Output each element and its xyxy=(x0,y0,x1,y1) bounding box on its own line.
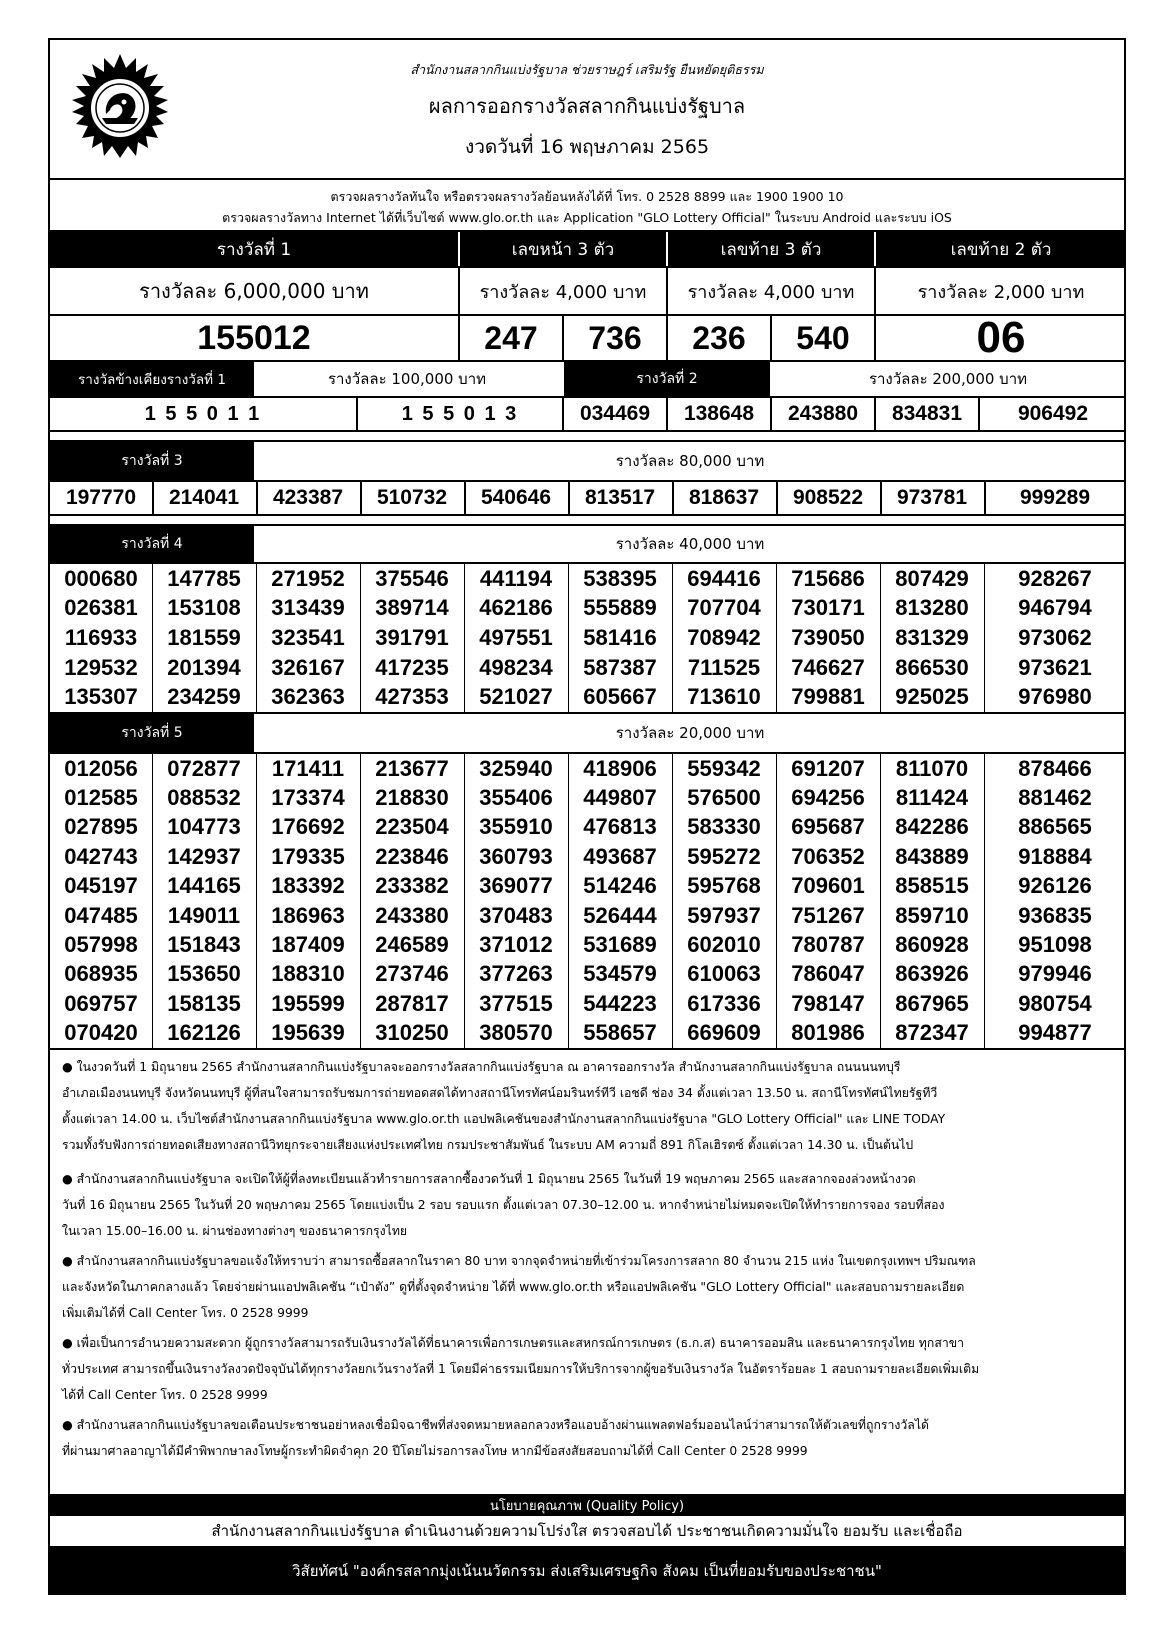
top-prizes-numbers xyxy=(50,313,1124,362)
fifth-prize-number: 246589 xyxy=(375,932,449,958)
fifth-prize-number: 045197 xyxy=(64,873,138,899)
number-column xyxy=(50,754,152,1048)
back2-amount: รางวัลละ 2,000 บาท xyxy=(917,281,1085,303)
second-prize-label: รางวัลที่ 2 xyxy=(564,362,770,396)
first-prize-number: 155012 xyxy=(197,318,311,357)
check-info xyxy=(50,180,1124,232)
fifth-prize-number: 695687 xyxy=(791,814,865,840)
third-prize-number: 813517 xyxy=(584,486,656,509)
fifth-prize-grid xyxy=(50,754,1124,1050)
fifth-prize-number: 213677 xyxy=(375,755,449,781)
fifth-prize-number: 144165 xyxy=(167,873,241,899)
fifth-prize-number: 558657 xyxy=(583,1020,657,1046)
fifth-prize-number: 012585 xyxy=(64,785,138,811)
fifth-prize-number: 576500 xyxy=(687,785,761,811)
fifth-prize-number: 069757 xyxy=(64,990,138,1016)
vision-statement: วิสัยทัศน์ "องค์กรสลากมุ่งเน้นนวัตกรรม ส่งเสริมเศรษฐกิจ สังคม เป็นที่ยอมรับของประชาชน" xyxy=(50,1546,1124,1595)
third-prize-number: 540646 xyxy=(480,486,552,509)
fourth-prize-number: 973062 xyxy=(1018,624,1092,650)
fifth-prize-number: 694256 xyxy=(791,785,865,811)
fourth-prize-grid xyxy=(50,564,1124,714)
fifth-prize-number: 526444 xyxy=(583,902,657,928)
fifth-prize-number: 886565 xyxy=(1018,814,1092,840)
fifth-prize-number: 798147 xyxy=(791,990,865,1016)
third-prize-number: 818637 xyxy=(688,486,760,509)
check-info-internet: ตรวจผลรางวัลทาง Internet ได้ที่เว็บไซต์ www.glo.or.th และ Application "GLO Lottery Official" ในระบบ Android และระบบ iOS xyxy=(222,210,952,225)
number-column xyxy=(568,754,672,1048)
second-prize-number: 243880 xyxy=(787,402,859,425)
third-prize-number: 214041 xyxy=(168,486,240,509)
fifth-prize-number: 878466 xyxy=(1018,755,1092,781)
fifth-prize-number: 751267 xyxy=(791,902,865,928)
fifth-prize-number: 027895 xyxy=(64,814,138,840)
number-column xyxy=(152,564,256,712)
near-first-number: 1 5 5 0 1 1 xyxy=(144,402,262,425)
third-prize-amount: รางวัลละ 80,000 บาท xyxy=(615,452,765,470)
fifth-prize-number: 786047 xyxy=(791,961,865,987)
fifth-prize-number: 979946 xyxy=(1018,961,1092,987)
announcement-note: ● สำนักงานสลากกินแบ่งรัฐบาลขอเตือนประชาชนอย่าหลงเชื่อมิจฉาชีพที่ส่งจดหมายหลอกลวงหรือแอบอ้างผ่านแพลตฟอร์มออนไลน์ว่าสามารถให้ตัวเลขที่ถูกรางวัลได้ ที่ผ่านมาศาลอาญาได้มีคำพิพากษาลงโทษผู้กระทำผิดจำคุก 20 ปีโดยไม่รอการลงโทษ หากมีข้อสงสัยสอบถามได้ที่ Call Center 0 2528 9999 xyxy=(62,1418,930,1458)
fifth-prize-number: 881462 xyxy=(1018,785,1092,811)
fifth-prize-number: 918884 xyxy=(1018,843,1092,869)
third-prize-numbers-row xyxy=(50,482,1124,516)
fourth-prize-number: 928267 xyxy=(1018,565,1092,591)
fourth-prize-number: 498234 xyxy=(479,654,553,680)
fifth-prize-number: 602010 xyxy=(687,932,761,958)
fourth-prize-number: 538395 xyxy=(583,565,657,591)
fifth-prize-number: 223846 xyxy=(375,843,449,869)
fifth-prize-number: 980754 xyxy=(1018,990,1092,1016)
third-prize-label: รางวัลที่ 3 xyxy=(50,442,254,480)
fourth-prize-number: 711525 xyxy=(687,654,761,680)
fifth-prize-number: 186963 xyxy=(271,902,345,928)
fifth-prize-number: 951098 xyxy=(1018,932,1092,958)
fourth-prize-number: 389714 xyxy=(375,595,449,621)
fourth-prize-number: 708942 xyxy=(687,624,761,650)
fourth-prize-number: 581416 xyxy=(583,624,657,650)
number-column xyxy=(464,754,568,1048)
fifth-prize-number: 188310 xyxy=(271,961,345,987)
fifth-prize-number: 325940 xyxy=(479,755,553,781)
number-column xyxy=(880,564,984,712)
near-first-amount: รางวัลละ 100,000 บาท xyxy=(327,370,487,388)
fifth-prize-number: 610063 xyxy=(687,961,761,987)
fifth-prize-number: 559342 xyxy=(687,755,761,781)
fourth-prize-number: 807429 xyxy=(895,565,969,591)
check-info-phone: ตรวจผลรางวัลทันใจ หรือตรวจผลรางวัลย้อนหลังได้ที่ โทร. 0 2528 8899 และ 1900 1900 10 xyxy=(330,189,844,204)
fourth-prize-number: 362363 xyxy=(271,684,345,710)
fifth-prize-number: 583330 xyxy=(687,814,761,840)
second-prize-number: 906492 xyxy=(1017,402,1089,425)
fifth-prize-number: 669609 xyxy=(687,1020,761,1046)
fourth-prize-number: 555889 xyxy=(583,595,657,621)
third-prize-number: 423387 xyxy=(272,486,344,509)
announcement-note: ● เพื่อเป็นการอำนวยความสะดวก ผู้ถูกรางวัลสามารถรับเงินรางวัลได้ที่ธนาคารเพื่อการเกษตรและสหกรณ์การเกษตร (ธ.ก.ส) ธนาคารออมสิน และธนาคารกรุงไทย ทุกสาขา ทั่วประเทศ สามารถขึ้นเงินรางวัลงวดปัจจุบันได้ทุกรางวัลยกเว้นรางวัลที่ 1 โดยมีค่าธรรมเนียมการให้บริการจากผู้ขอรับเงินรางวัล ในอัตราร้อยละ 1 สอบถามรายละเอียดเพิ่มเติม ได้ที่ Call Center โทร. 0 2528 9999 xyxy=(62,1336,980,1402)
fourth-prize-number: 326167 xyxy=(271,654,345,680)
number-column xyxy=(464,564,568,712)
fifth-prize-number: 310250 xyxy=(375,1020,449,1046)
second-prize-number: 034469 xyxy=(579,402,651,425)
number-column xyxy=(776,754,880,1048)
second-prize-number: 834831 xyxy=(891,402,963,425)
fifth-prize-number: 162126 xyxy=(167,1020,241,1046)
fourth-prize-number: 427353 xyxy=(375,684,449,710)
third-prize-number: 197770 xyxy=(65,486,137,509)
number-column xyxy=(568,564,672,712)
fourth-prize-number: 181559 xyxy=(167,624,241,650)
fifth-prize-number: 287817 xyxy=(375,990,449,1016)
fifth-prize-number: 042743 xyxy=(64,843,138,869)
fifth-prize-number: 493687 xyxy=(583,843,657,869)
fourth-prize-number: 715686 xyxy=(791,565,865,591)
fifth-prize-number: 273746 xyxy=(375,961,449,987)
fifth-prize-number: 936835 xyxy=(1018,902,1092,928)
fifth-prize-number: 514246 xyxy=(583,873,657,899)
fifth-prize-number: 195639 xyxy=(271,1020,345,1046)
fifth-prize-number: 706352 xyxy=(791,843,865,869)
fourth-prize-amount: รางวัลละ 40,000 บาท xyxy=(615,535,765,553)
fifth-prize-number: 380570 xyxy=(479,1020,553,1046)
fifth-prize-number: 531689 xyxy=(583,932,657,958)
fifth-prize-number: 926126 xyxy=(1018,873,1092,899)
fourth-prize-number: 799881 xyxy=(791,684,865,710)
fourth-prize-number: 375546 xyxy=(375,565,449,591)
fourth-prize-number: 713610 xyxy=(687,684,761,710)
announcement-note: ● สำนักงานสลากกินแบ่งรัฐบาลขอแจ้งให้ทราบว่า สามารถซื้อสลากในราคา 80 บาท จากจุดจำหน่ายที่เข้าร่วมโครงการสลาก 80 จำนวน 215 แห่ง ในเขตกรุงเทพฯ ปริมณฑล และจังหวัดในภาคกลางแล้ว โดยจ่ายผ่านแอปพลิเคชัน “เป๋าตัง” ดูที่ตั้งจุดจำหน่าย ได้ที่ www.glo.or.th หรือแอปพลิเคชัน "GLO Lottery Official" และสอบถามรายละเอียด เพิ่มเติมได้ที่ Call Center โทร. 0 2528 9999 xyxy=(62,1254,976,1320)
fifth-prize-label-row xyxy=(50,714,1124,754)
fifth-prize-number: 153650 xyxy=(167,961,241,987)
fifth-prize-number: 195599 xyxy=(271,990,345,1016)
fifth-prize-number: 369077 xyxy=(479,873,553,899)
number-column xyxy=(776,564,880,712)
third-prize-number: 973781 xyxy=(896,486,968,509)
fifth-prize-number: 534579 xyxy=(583,961,657,987)
fifth-prize-number: 595768 xyxy=(687,873,761,899)
third-prize-label-row xyxy=(50,440,1124,482)
front3-number: 247 xyxy=(484,319,538,356)
number-column xyxy=(672,564,776,712)
fifth-prize-number: 843889 xyxy=(895,843,969,869)
number-column xyxy=(256,564,360,712)
fifth-prize-number: 355910 xyxy=(479,814,553,840)
fourth-prize-number: 135307 xyxy=(64,684,138,710)
number-column xyxy=(672,754,776,1048)
fourth-prize-number: 587387 xyxy=(583,654,657,680)
fifth-prize-number: 859710 xyxy=(895,902,969,928)
first-prize-header: รางวัลที่ 1 xyxy=(216,239,292,260)
fifth-prize-number: 173374 xyxy=(271,785,345,811)
fifth-prize-number: 360793 xyxy=(479,843,553,869)
fourth-prize-number: 707704 xyxy=(687,595,761,621)
fifth-prize-number: 867965 xyxy=(895,990,969,1016)
fourth-prize-number: 391791 xyxy=(375,624,449,650)
fifth-prize-number: 858515 xyxy=(895,873,969,899)
fifth-prize-number: 595272 xyxy=(687,843,761,869)
number-column xyxy=(360,754,464,1048)
header-slogan: สำนักงานสลากกินแบ่งรัฐบาล ช่วยราษฎร์ เสริมรัฐ ยืนหยัดยุติธรรม xyxy=(410,62,764,77)
fourth-prize-number: 026381 xyxy=(64,595,138,621)
fourth-prize-number: 271952 xyxy=(271,565,345,591)
fourth-prize-label-row xyxy=(50,524,1124,564)
fifth-prize-number: 142937 xyxy=(167,843,241,869)
fourth-prize-number: 313439 xyxy=(271,595,345,621)
fourth-prize-number: 521027 xyxy=(479,684,553,710)
fourth-prize-number: 234259 xyxy=(167,684,241,710)
fifth-prize-number: 158135 xyxy=(167,990,241,1016)
fourth-prize-number: 323541 xyxy=(271,624,345,650)
fifth-prize-number: 012056 xyxy=(64,755,138,781)
fifth-prize-number: 780787 xyxy=(791,932,865,958)
back3-number: 236 xyxy=(692,319,746,356)
quality-policy-label: นโยบายคุณภาพ (Quality Policy) xyxy=(50,1494,1124,1516)
fifth-prize-number: 863926 xyxy=(895,961,969,987)
lottery-result-sheet xyxy=(48,38,1126,1595)
fourth-prize-number: 813280 xyxy=(895,595,969,621)
fifth-prize-number: 057998 xyxy=(64,932,138,958)
fifth-prize-label: รางวัลที่ 5 xyxy=(50,714,254,752)
fifth-prize-number: 088532 xyxy=(167,785,241,811)
fourth-prize-number: 417235 xyxy=(375,654,449,680)
announcement-note: ● ในงวดวันที่ 1 มิถุนายน 2565 สำนักงานสลากกินแบ่งรัฐบาลจะออกรางวัลสลากกินแบ่งรัฐบาล ณ อาคารออกรางวัล สำนักงานสลากกินแบ่งรัฐบาล ถนนนนทบุรี อำเภอเมืองนนทบุรี จังหวัดนนทบุรี ผู้ที่สนใจสามารถรับชมการถ่ายทอดสดได้ทางสถานีโทรทัศน์อมรินทร์ทีวี เอชดี ช่อง 34 ตั้งแต่เวลา 13.50 น. สถานีโทรทัศน์ไทยรัฐทีวี ตั้งแต่เวลา 14.00 น. เว็บไซต์สำนักงานสลากกินแบ่งรัฐบาล www.glo.or.th แอปพลิเคชันของสำนักงานสลากกินแบ่งรัฐบาล "GLO Lottery Official" และ LINE TODAY รวมทั้งรับฟังการถ่ายทอดเสียงทางสถานีวิทยุกระจายเสียงแห่งประเทศไทย กรมประชาสัมพันธ์ ในระบบ AM ความถี่ 891 กิโลเฮิรตซ์ ตั้งแต่เวลา 14.30 น. เป็นต้นไป xyxy=(62,1060,946,1152)
fifth-prize-number: 176692 xyxy=(271,814,345,840)
fifth-prize-number: 811070 xyxy=(895,755,969,781)
fifth-prize-number: 842286 xyxy=(895,814,969,840)
fifth-prize-number: 617336 xyxy=(687,990,761,1016)
third-prize-number: 908522 xyxy=(792,486,864,509)
near-first-number: 1 5 5 0 1 3 xyxy=(401,402,519,425)
fifth-prize-number: 072877 xyxy=(167,755,241,781)
fourth-prize-number: 497551 xyxy=(479,624,553,650)
fourth-prize-number: 866530 xyxy=(895,654,969,680)
fourth-prize-number: 976980 xyxy=(1018,684,1092,710)
fifth-prize-number: 994877 xyxy=(1018,1020,1092,1046)
fourth-prize-number: 746627 xyxy=(791,654,865,680)
back3-number: 540 xyxy=(796,319,850,356)
back2-number: 06 xyxy=(976,313,1026,362)
number-column xyxy=(880,754,984,1048)
fifth-prize-number: 171411 xyxy=(271,755,345,781)
fourth-prize-number: 000680 xyxy=(64,565,138,591)
second-prize-amount: รางวัลละ 200,000 บาท xyxy=(868,370,1028,388)
number-column xyxy=(360,564,464,712)
fifth-prize-number: 151843 xyxy=(167,932,241,958)
fifth-prize-number: 860928 xyxy=(895,932,969,958)
fourth-prize-number: 462186 xyxy=(479,595,553,621)
third-prize-number: 510732 xyxy=(376,486,448,509)
fifth-prize-number: 047485 xyxy=(64,902,138,928)
fourth-prize-number: 605667 xyxy=(583,684,657,710)
fifth-prize-number: 872347 xyxy=(895,1020,969,1046)
number-column xyxy=(984,564,1126,712)
top-prizes-amounts xyxy=(50,268,1124,316)
number-column xyxy=(152,754,256,1048)
fifth-prize-number: 597937 xyxy=(687,902,761,928)
fifth-prize-number: 811424 xyxy=(895,785,969,811)
fifth-prize-number: 179335 xyxy=(271,843,345,869)
announcement-note: ● สำนักงานสลากกินแบ่งรัฐบาล จะเปิดให้ผู้ที่ลงทะเบียนแล้วทำรายการสลากซื้องวดวันที่ 1 มิถุนายน 2565 ในวันที่ 19 พฤษภาคม 2565 และสลากจองล่วงหน้างวด วันที่ 16 มิถุนายน 2565 ในวันที่ 20 พฤษภาคม 2565 โดยแบ่งเป็น 2 รอบ รอบแรก ตั้งแต่เวลา 07.30–12.00 น. หากจำหน่ายไม่หมดจะเปิดให้ทำรายการจอง รอบที่สอง ในเวลา 15.00–16.00 น. ผ่านช่องทางต่างๆ ของธนาคารกรุงไทย xyxy=(62,1172,945,1238)
front3-number: 736 xyxy=(588,319,642,356)
back3-header: เลขท้าย 3 ตัว xyxy=(720,239,822,260)
draw-date: งวดวันที่ 16 พฤษภาคม 2565 xyxy=(464,136,710,158)
fifth-prize-number: 476813 xyxy=(583,814,657,840)
fourth-prize-number: 925025 xyxy=(895,684,969,710)
fifth-prize-number: 449807 xyxy=(583,785,657,811)
fifth-prize-number: 243380 xyxy=(375,902,449,928)
first-prize-amount: รางวัลละ 6,000,000 บาท xyxy=(139,279,369,303)
fifth-prize-number: 418906 xyxy=(583,755,657,781)
fifth-prize-number: 233382 xyxy=(375,873,449,899)
fifth-prize-number: 183392 xyxy=(271,873,345,899)
fourth-prize-number: 973621 xyxy=(1018,654,1092,680)
fifth-prize-number: 801986 xyxy=(791,1020,865,1046)
fifth-prize-number: 070420 xyxy=(64,1020,138,1046)
near-second-numbers-row xyxy=(50,398,1124,432)
fourth-prize-number: 946794 xyxy=(1018,595,1092,621)
front3-header: เลขหน้า 3 ตัว xyxy=(511,239,615,260)
near-second-label-row xyxy=(50,362,1124,398)
fourth-prize-number: 730171 xyxy=(791,595,865,621)
second-prize-number: 138648 xyxy=(683,402,755,425)
fifth-prize-number: 223504 xyxy=(375,814,449,840)
quality-policy-text: สำนักงานสลากกินแบ่งรัฐบาล ดำเนินงานด้วยความโปร่งใส ตรวจสอบได้ ประชาชนเกิดความมั่นใจ ยอมรับ และเชื่อถือ xyxy=(211,1522,963,1540)
fourth-prize-number: 153108 xyxy=(167,595,241,621)
fifth-prize-number: 218830 xyxy=(375,785,449,811)
fifth-prize-number: 355406 xyxy=(479,785,553,811)
fifth-prize-number: 377263 xyxy=(479,961,553,987)
third-prize-number: 999289 xyxy=(1019,486,1091,509)
fifth-prize-amount: รางวัลละ 20,000 บาท xyxy=(615,724,765,742)
fourth-prize-number: 116933 xyxy=(64,624,138,650)
number-column xyxy=(50,564,152,712)
fourth-prize-number: 831329 xyxy=(895,624,969,650)
back3-amount: รางวัลละ 4,000 บาท xyxy=(687,281,855,303)
fifth-prize-number: 371012 xyxy=(479,932,553,958)
fifth-prize-number: 068935 xyxy=(64,961,138,987)
fifth-prize-number: 149011 xyxy=(167,902,241,928)
fourth-prize-number: 201394 xyxy=(167,654,241,680)
fourth-prize-number: 129532 xyxy=(64,654,138,680)
fifth-prize-number: 187409 xyxy=(271,932,345,958)
fifth-prize-number: 104773 xyxy=(167,814,241,840)
sheet-header xyxy=(50,40,1124,180)
number-column xyxy=(256,754,360,1048)
fifth-prize-number: 377515 xyxy=(479,990,553,1016)
fourth-prize-label: รางวัลที่ 4 xyxy=(50,526,254,562)
page-title: ผลการออกรางวัลสลากกินแบ่งรัฐบาล xyxy=(428,94,746,118)
fourth-prize-number: 441194 xyxy=(479,565,553,591)
front3-amount: รางวัลละ 4,000 บาท xyxy=(479,281,647,303)
fourth-prize-number: 694416 xyxy=(687,565,761,591)
fifth-prize-number: 544223 xyxy=(583,990,657,1016)
fourth-prize-number: 147785 xyxy=(167,565,241,591)
back2-header: เลขท้าย 2 ตัว xyxy=(950,239,1052,260)
fifth-prize-number: 370483 xyxy=(479,902,553,928)
fifth-prize-number: 691207 xyxy=(791,755,865,781)
fifth-prize-number: 709601 xyxy=(791,873,865,899)
top-prizes-header xyxy=(50,232,1124,268)
near-first-label: รางวัลข้างเคียงรางวัลที่ 1 xyxy=(50,362,254,396)
fourth-prize-number: 739050 xyxy=(791,624,865,650)
number-column xyxy=(984,754,1126,1048)
